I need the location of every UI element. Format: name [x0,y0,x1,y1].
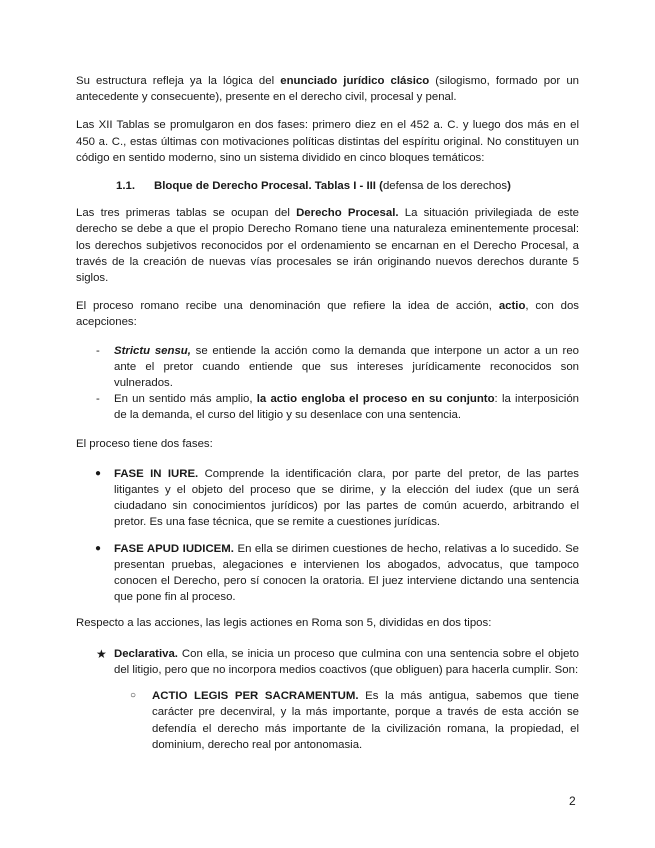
paragraph-actio [76,298,579,330]
list-item [76,466,579,531]
text-span: La situación privilegiada de este derecho se debe a que el propio Derecho Romano tiene una naturaleza eminentemente procesal: los derechos subjetivos reconocidos por el ordenamiento se encarnan en el Derecho Procesal, a través de la creación de nuevas vías procesales se irán originando nuevos derechos durante 5 siglos. [76,207,579,285]
list-item [76,646,579,753]
page-content [76,73,579,753]
text-span: Su estructura refleja ya la lógica del [76,75,281,87]
text-span: Con ella, se inicia un proceso que culmina con una sentencia sobre el objeto del litigio, pero que no incorpora medios coactivos (que obliguen) para hacerla cumplir. Son: [114,647,579,676]
text-span: Es la más antigua, sabemos que tiene carácter pre decenviral, y la más importante, porque a través de esta acción se defendía el derecho más importante de la civilización romana, la propiedad, el dominium, derecho real por antonomasia. [152,690,579,751]
text-span: : la interposición de la demanda, el curso del litigio y su desenlace con una sentencia. [114,393,579,422]
section-number: 1.1. [116,180,135,193]
list-item [76,541,579,606]
star-marker: ★ [96,646,107,661]
dash-marker: - [96,393,100,406]
bold-term: FASE IN IURE. [114,467,199,480]
text-span: se entiende la acción como la demanda que interpone un actor a un reo ante el pretor cuando entiende que sus intereses jurídicamente reconocidos son vulnerados. [114,344,579,390]
section-title: Bloque de Derecho Procesal. Tablas I - III ( [154,180,383,193]
section-title-normal: defensa de los derechos [382,180,508,193]
bullet-list [76,466,579,606]
paragraph-tables: Las XII Tablas se promulgaron en dos fases: primero diez en el 452 a. C. y luego dos más en el 450 a. C., estas últimas con motivaciones políticas distintas del espíritu original. No constituyen un código en sentido moderno, sino un sistema dividido en cinco bloques temáticos: [76,119,579,164]
star-list [76,646,579,753]
bold-term: la actio engloba el proceso en su conjunto [256,393,495,406]
bullet-marker: ● [95,467,102,479]
circle-marker: ○ [130,690,137,702]
bullet-marker: ● [95,542,102,554]
paragraph-fases: El proceso tiene dos fases: [76,437,213,450]
text-span: En ella se dirimen cuestiones de hecho, relativas a lo sucedido. Se presentan pruebas, alegaciones e intervienen los abogados, advocatus, que tampoco conocen el Derecho, pero sí conocen la oratoria. El juez interviene dictando una sentencia que pone fin al proceso. [114,542,579,604]
text-span: Comprende la identificación clara, por parte del pretor, de las partes litigantes y el objeto del proceso que se dirime, y la elección del iudex (que un será ciudadano sin conocimientos jurídicos) por las partes de común acuerdo, arbitrando el pretor. Es una fase técnica, que se remite a cuestiones jurídicas. [114,467,579,529]
bold-term: Strictu sensu, [114,344,191,357]
list-item [76,343,579,392]
dash-list [76,343,579,424]
bold-term: FASE APUD IUDICEM. [114,542,234,555]
text-span: (silogismo, formado por un antecedente y consecuente), presente en el derecho civil, procesal y penal. [76,75,579,104]
page-number: 2 [569,794,576,808]
list-item [114,688,579,753]
bold-term: Derecho Procesal. [296,207,399,220]
paragraph-acciones: Respecto a las acciones, las legis actiones en Roma son 5, divididas en dos tipos: [76,617,492,630]
list-item [76,391,579,423]
text-span: , con dos acepciones: [76,300,579,329]
section-heading [76,178,579,194]
bold-term: Declarativa. [114,647,178,660]
text-span: El proceso romano recibe una denominación que refiere la idea de acción, [76,300,499,313]
text-span: Las tres primeras tablas se ocupan del [76,207,297,220]
paragraph-procesal [76,205,579,286]
dash-marker: - [96,344,100,357]
section-title-close: ) [507,180,511,193]
bold-term: enunciado jurídico clásico [280,75,430,87]
text-span: En un sentido más amplio, [114,393,257,406]
paragraph-structure [76,73,579,105]
bold-term: actio [498,300,526,313]
circle-list [114,688,579,753]
bold-term: ACTIO LEGIS PER SACRAMENTUM. [152,690,359,703]
